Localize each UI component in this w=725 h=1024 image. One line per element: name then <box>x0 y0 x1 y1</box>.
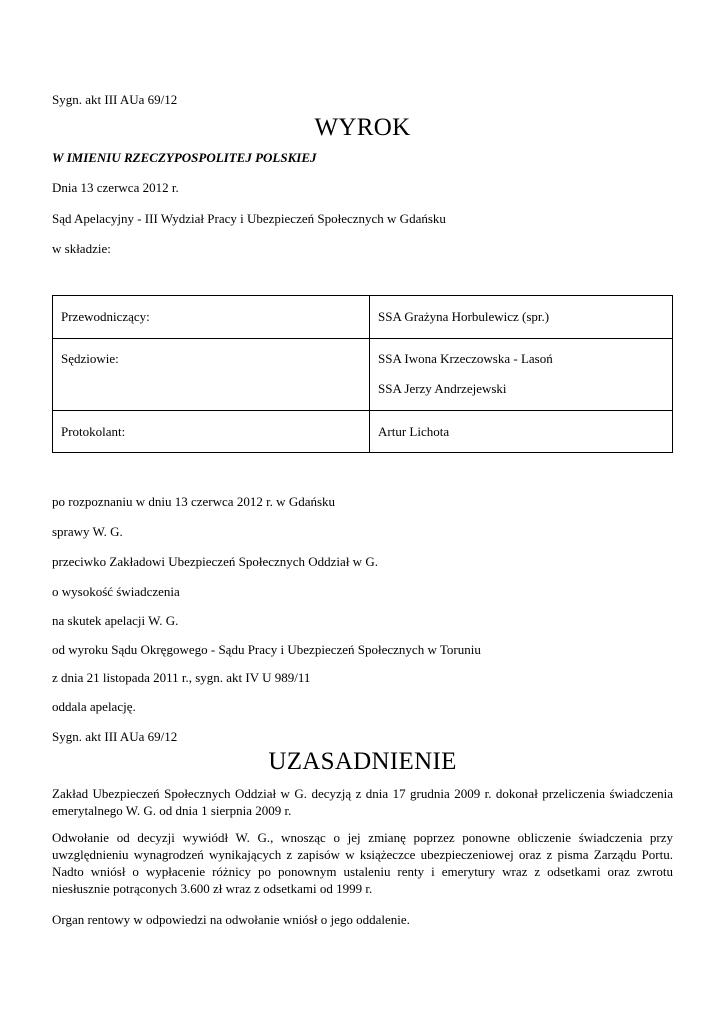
panel-name: SSA Grażyna Horbulewicz (spr.) <box>378 309 550 324</box>
panel-table <box>52 295 673 453</box>
justification-paragraph: Organ rentowy w odpowiedzi na odwołanie wniósł o jego oddalenie. <box>52 912 410 927</box>
court-name: Sąd Apelacyjny - III Wydział Pracy i Ubezpieczeń Społecznych w Gdańsku <box>52 211 446 226</box>
body-line: oddala apelację. <box>52 699 136 714</box>
panel-name: SSA Jerzy Andrzejewski <box>378 381 507 396</box>
justification-signature: Sygn. akt III AUa 69/12 <box>52 729 178 744</box>
case-signature: Sygn. akt III AUa 69/12 <box>52 92 178 107</box>
panel-names <box>370 296 673 339</box>
panel-role: Sędziowie: <box>53 339 370 411</box>
composition-label: w składzie: <box>52 241 111 256</box>
judgment-title: WYROK <box>314 114 411 141</box>
panel-role: Przewodniczący: <box>53 296 370 339</box>
justification-paragraph: Zakład Ubezpieczeń Społecznych Oddział w G. decyzją z dnia 17 grudnia 2009 r. dokonał przeliczenia świadczenia emerytalnego W. G. od dnia 1 sierpnia 2009 r. <box>52 786 673 818</box>
body-line: przeciwko Zakładowi Ubezpieczeń Społecznych Oddział w G. <box>52 554 378 569</box>
panel-row-judges <box>53 339 673 411</box>
body-line: od wyroku Sądu Okręgowego - Sądu Pracy i Ubezpieczeń Społecznych w Toruniu <box>52 642 481 657</box>
judgment-date: Dnia 13 czerwca 2012 r. <box>52 180 179 195</box>
body-line: o wysokość świadczenia <box>52 584 180 599</box>
body-line: na skutek apelacji W. G. <box>52 613 179 628</box>
panel-names <box>370 411 673 453</box>
panel-role: Protokolant: <box>53 411 370 453</box>
justification-title: UZASADNIENIE <box>268 748 457 775</box>
panel-row-clerk <box>53 411 673 453</box>
panel-row-chair <box>53 296 673 339</box>
body-line: sprawy W. G. <box>52 524 123 539</box>
judgment-subtitle: W IMIENIU RZECZYPOSPOLITEJ POLSKIEJ <box>52 150 317 165</box>
body-line: po rozpoznaniu w dniu 13 czerwca 2012 r. w Gdańsku <box>52 494 336 509</box>
panel-name: Artur Lichota <box>378 424 450 439</box>
justification-paragraph: Odwołanie od decyzji wywiódł W. G., wnosząc o jej zmianę poprzez ponowne obliczenie świadczenia przy uwzględnieniu wynagrodzeń wynikających z zapisów w książeczce ubezpieczeniowej oraz z pisma Zarządu Portu. Nadto wniósł o wypłacenie różnicy po ponownym ustaleniu renty i emerytury wraz z odsetkami oraz zwrotu niesłusznie potrąconych 3.600 zł wraz z odsetkami od 1999 r. <box>52 830 673 896</box>
panel-names <box>370 339 673 411</box>
body-line: z dnia 21 listopada 2011 r., sygn. akt IV U 989/11 <box>52 670 311 685</box>
panel-name: SSA Iwona Krzeczowska - Lasoń <box>378 351 553 366</box>
